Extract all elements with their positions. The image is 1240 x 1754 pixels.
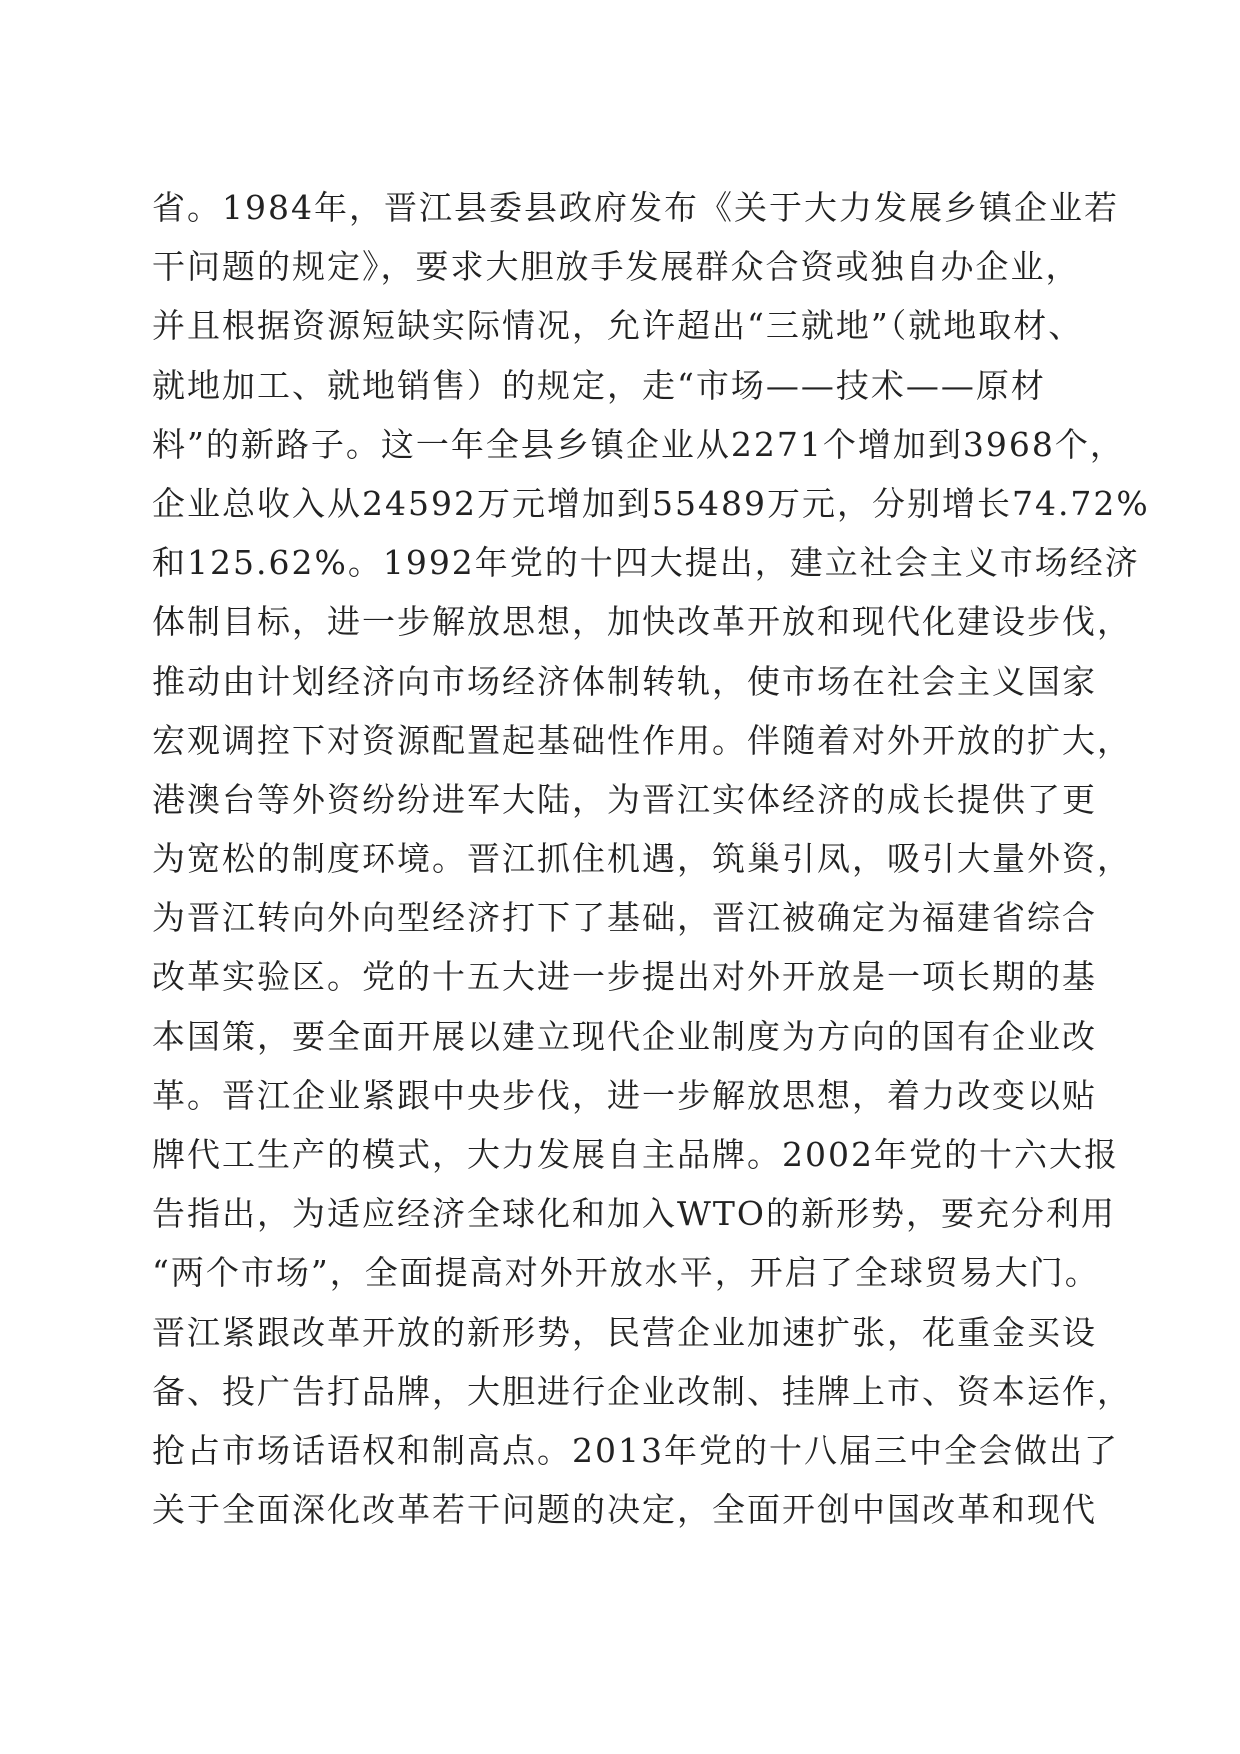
text-line: 改革实验区。党的十五大进一步提出对外开放是一项长期的基 bbox=[152, 957, 1097, 997]
text-line: 革。晋江企业紧跟中央步伐，进一步解放思想，着力改变以贴 bbox=[152, 1075, 1097, 1115]
text-line: 为宽松的制度环境。晋江抓住机遇，筑巢引凤，吸引大量外资， bbox=[152, 839, 1132, 879]
text-line: 料”的新路子。这一年全县乡镇企业从2271个增加到3968个， bbox=[152, 424, 1125, 464]
text-line: 企业总收入从24592万元增加到55489万元，分别增长74.72% bbox=[152, 483, 1150, 523]
text-line: 牌代工生产的模式，大力发展自主品牌。2002年党的十六大报 bbox=[152, 1135, 1119, 1174]
text-line: 体制目标，进一步解放思想，加快改革开放和现代化建设步伐， bbox=[152, 602, 1132, 642]
text-line: 宏观调控下对资源配置起基础性作用。伴随着对外开放的扩大， bbox=[152, 720, 1132, 760]
text-line: 晋江紧跟改革开放的新形势，民营企业加速扩张，花重金买设 bbox=[152, 1312, 1097, 1352]
text-line: 港澳台等外资纷纷进军大陆，为晋江实体经济的成长提供了更 bbox=[152, 779, 1097, 819]
text-line: 关于全面深化改革若干问题的决定，全面开创中国改革和现代 bbox=[152, 1490, 1097, 1530]
text-line: “两个市场”，全面提高对外开放水平，开启了全球贸易大门。 bbox=[152, 1253, 1100, 1293]
text-line: 抢占市场话语权和制高点。2013年党的十八届三中全会做出了 bbox=[152, 1430, 1119, 1470]
text-line: 备、投广告打品牌，大胆进行企业改制、挂牌上市、资本运作， bbox=[152, 1371, 1132, 1411]
text-line: 省。1984年，晋江县委县政府发布《关于大力发展乡镇企业若 bbox=[152, 188, 1119, 227]
text-line: 就地加工、就地销售）的规定，走“市场——技术——原材 bbox=[152, 365, 1046, 405]
text-line: 为晋江转向外向型经济打下了基础，晋江被确定为福建省综合 bbox=[152, 898, 1097, 938]
text-line: 并且根据资源短缺实际情况，允许超出“三就地”（就地取材、 bbox=[152, 306, 1084, 346]
text-line: 告指出，为适应经济全球化和加入WTO的新形势，要充分利用 bbox=[152, 1194, 1116, 1234]
text-line: 和125.62%。1992年党的十四大提出，建立社会主义市场经济 bbox=[152, 543, 1140, 583]
text-line: 推动由计划经济向市场经济体制转轨，使市场在社会主义国家 bbox=[152, 661, 1097, 701]
text-line: 本国策，要全面开展以建立现代企业制度为方向的国有企业改 bbox=[152, 1016, 1097, 1056]
body-paragraph bbox=[152, 178, 1150, 1539]
text-line: 干问题的规定》，要求大胆放手发展群众合资或独自办企业， bbox=[152, 247, 1081, 287]
